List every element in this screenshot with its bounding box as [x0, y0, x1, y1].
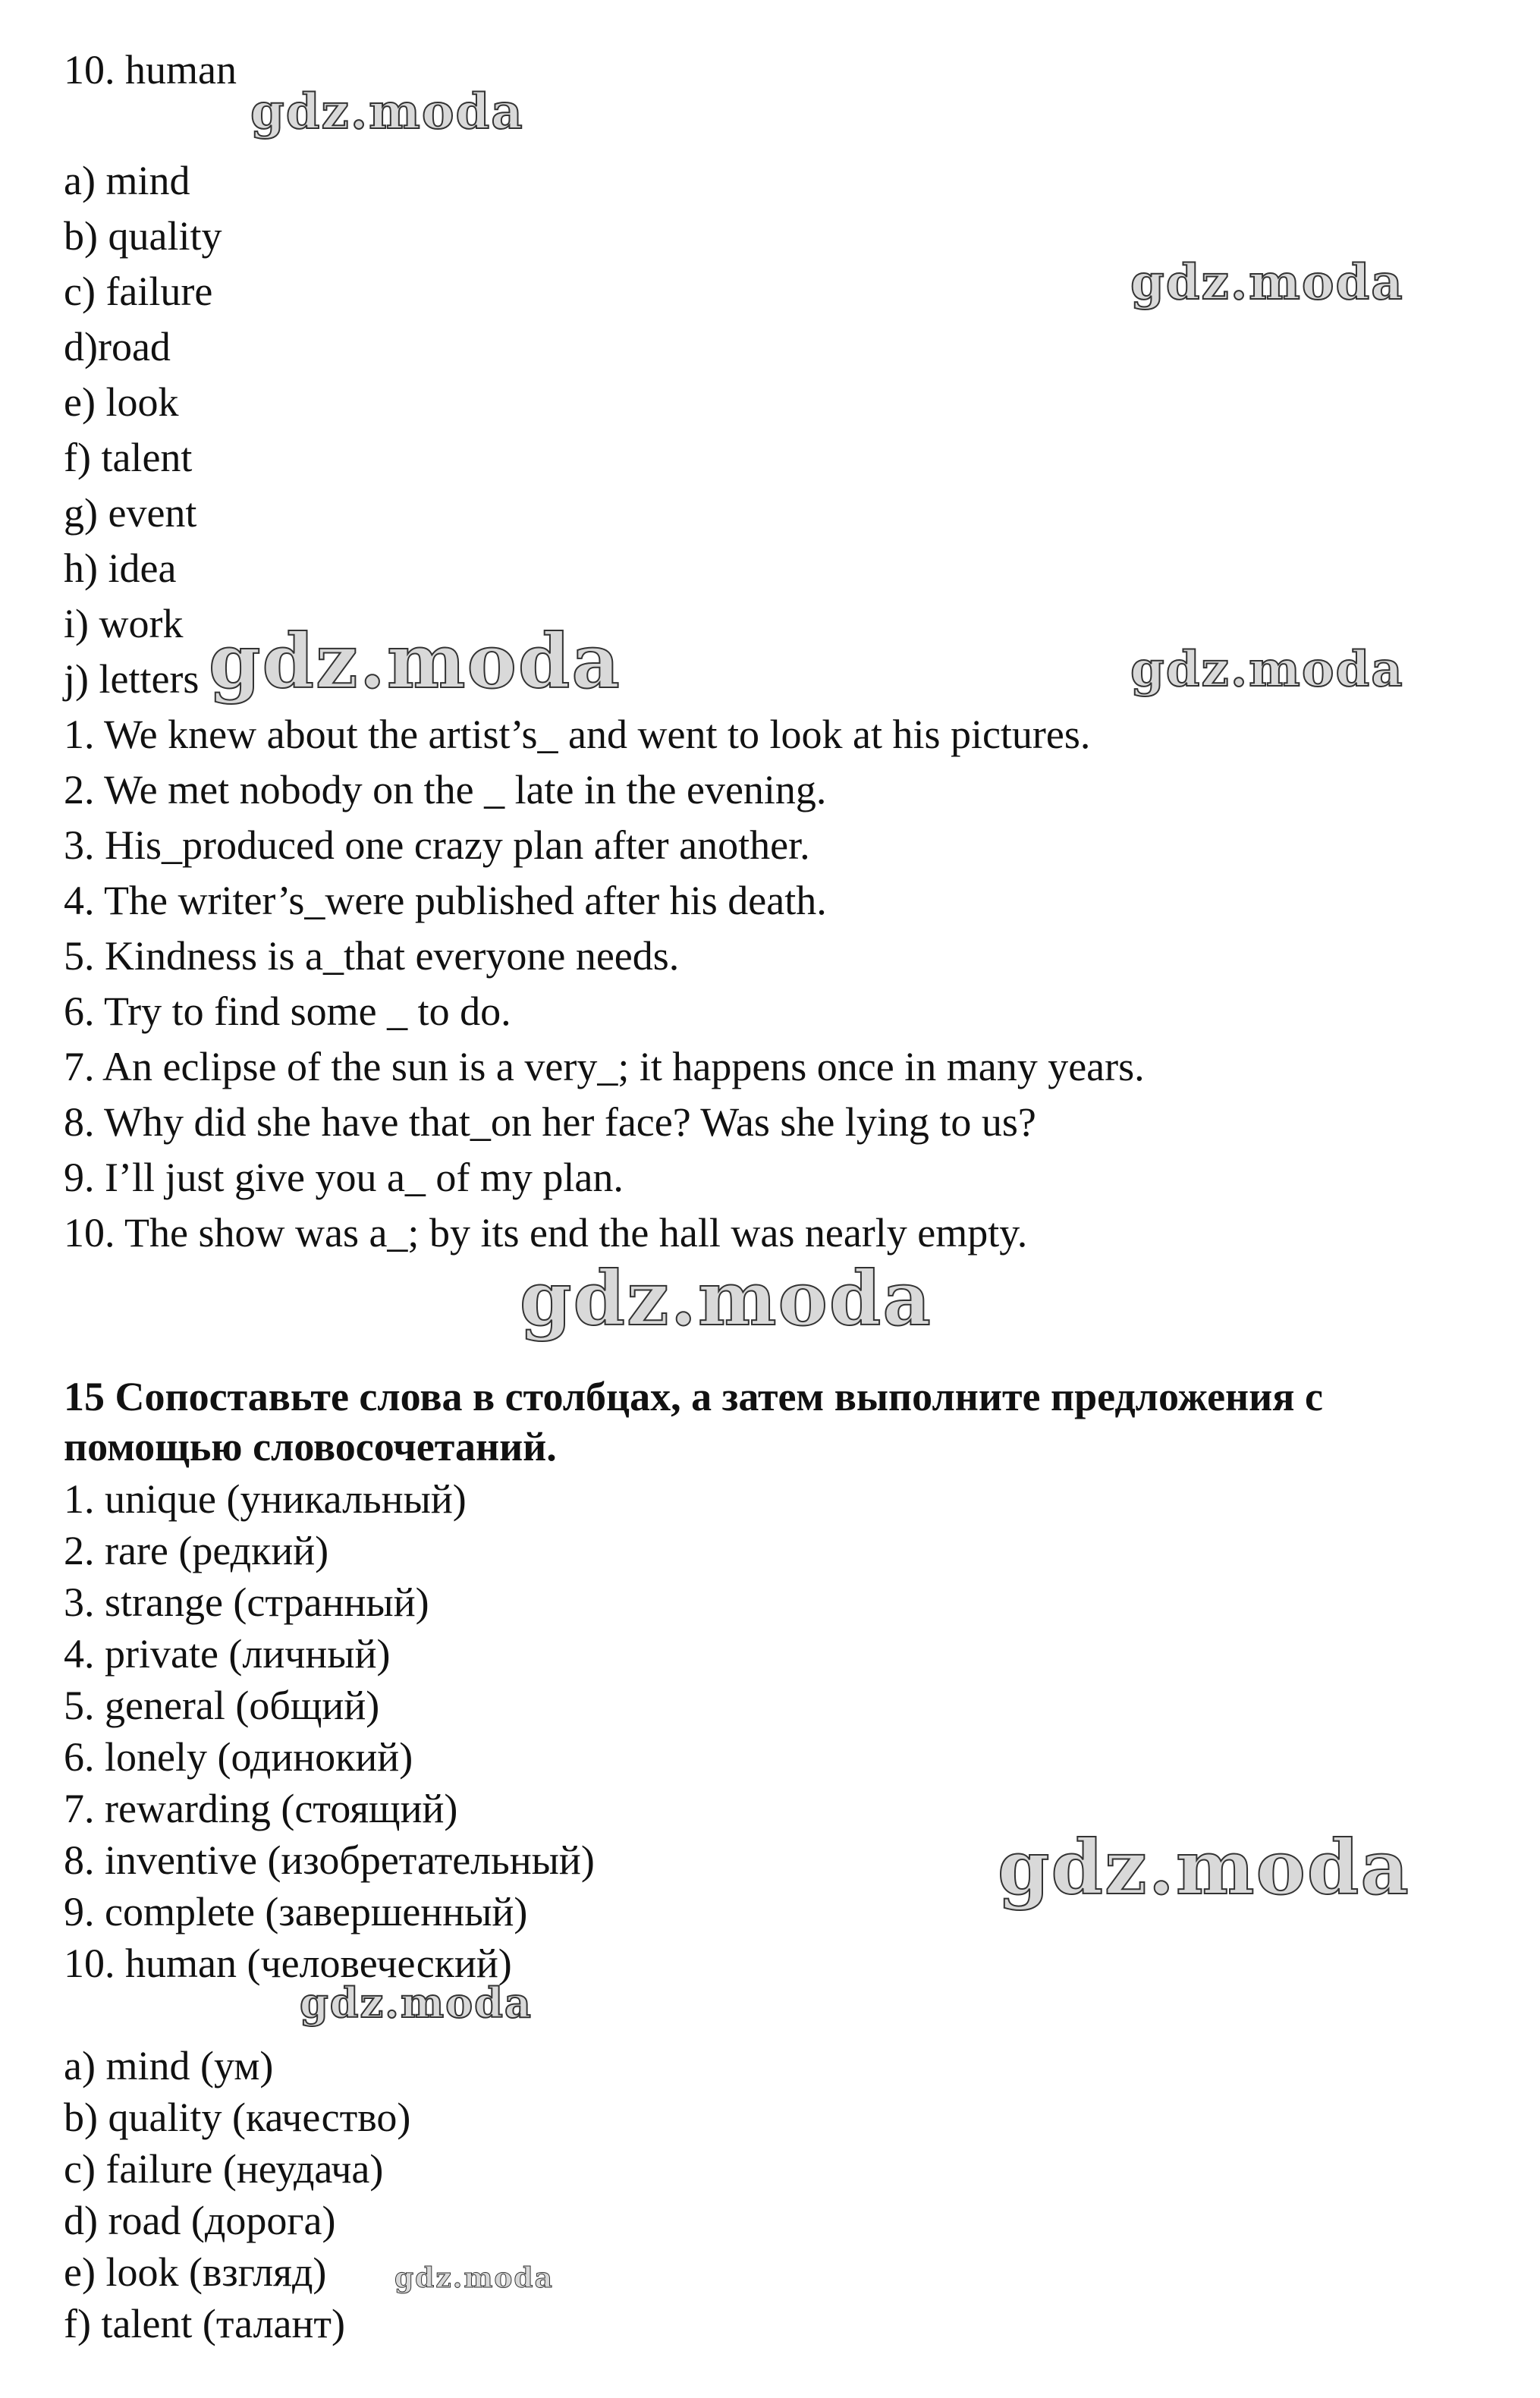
- task-heading-line1: 15 Сопоставьте слова в столбцах, а затем выполните предложения с: [64, 1374, 1323, 1419]
- sentence-3: 3. His_produced one crazy plan after another.: [64, 822, 810, 868]
- word-6: 6. lonely (одинокий): [64, 1734, 413, 1780]
- option-g: g) event: [64, 490, 197, 536]
- word-8: 8. inventive (изобретательный): [64, 1837, 595, 1883]
- option-b: b) quality: [64, 213, 222, 259]
- task-heading-line2: помощью словосочетаний.: [64, 1424, 557, 1469]
- t15-option-c: c) failure (неудача): [64, 2146, 384, 2192]
- watermark: gdz.moda: [1130, 254, 1404, 311]
- word-5: 5. general (общий): [64, 1683, 380, 1728]
- watermark: gdz.moda: [998, 1824, 1410, 1912]
- sentence-7: 7. An eclipse of the sun is a very_; it happens once in many years.: [64, 1044, 1145, 1089]
- watermark: gdz.moda: [300, 1978, 533, 2027]
- t15-option-b: b) quality (качество): [64, 2095, 411, 2140]
- option-f: f) talent: [64, 435, 193, 480]
- option-e: e) look: [64, 379, 179, 425]
- t15-option-d: d) road (дорога): [64, 2198, 336, 2243]
- sentence-4: 4. The writer’s_were published after his death.: [64, 878, 827, 923]
- word-4: 4. private (личный): [64, 1631, 391, 1677]
- sentence-5: 5. Kindness is a_that everyone needs.: [64, 933, 680, 979]
- header-item: 10. human: [64, 47, 237, 93]
- t15-option-a: a) mind (ум): [64, 2043, 274, 2088]
- sentence-6: 6. Try to find some _ to do.: [64, 988, 511, 1034]
- t15-option-f: f) talent (талант): [64, 2301, 345, 2346]
- sentence-8: 8. Why did she have that_on her face? Was she lying to us?: [64, 1099, 1036, 1145]
- word-2: 2. rare (редкий): [64, 1528, 329, 1573]
- sentence-1: 1. We knew about the artist’s_ and went to look at his pictures.: [64, 712, 1091, 757]
- watermark: gdz.moda: [250, 83, 524, 140]
- word-1: 1. unique (уникальный): [64, 1476, 467, 1522]
- watermark: gdz.moda: [209, 618, 621, 706]
- option-j: j) letters: [64, 656, 200, 702]
- word-3: 3. strange (странный): [64, 1579, 429, 1625]
- t15-option-e: e) look (взгляд): [64, 2249, 327, 2295]
- watermark: gdz.moda: [394, 2262, 554, 2294]
- option-a: a) mind: [64, 158, 190, 203]
- watermark: gdz.moda: [520, 1256, 932, 1343]
- option-i: i) work: [64, 601, 184, 646]
- sentence-10: 10. The show was a_; by its end the hall was nearly empty.: [64, 1210, 1028, 1256]
- word-10: 10. human (человеческий): [64, 1941, 512, 1986]
- option-c: c) failure: [64, 269, 213, 314]
- word-9: 9. complete (завершенный): [64, 1889, 528, 1934]
- word-7: 7. rewarding (стоящий): [64, 1786, 458, 1831]
- option-d: d)road: [64, 324, 171, 369]
- sentence-2: 2. We met nobody on the _ late in the evening.: [64, 767, 827, 812]
- sentence-9: 9. I’ll just give you a_ of my plan.: [64, 1155, 624, 1200]
- watermark: gdz.moda: [1130, 641, 1404, 698]
- option-h: h) idea: [64, 545, 177, 591]
